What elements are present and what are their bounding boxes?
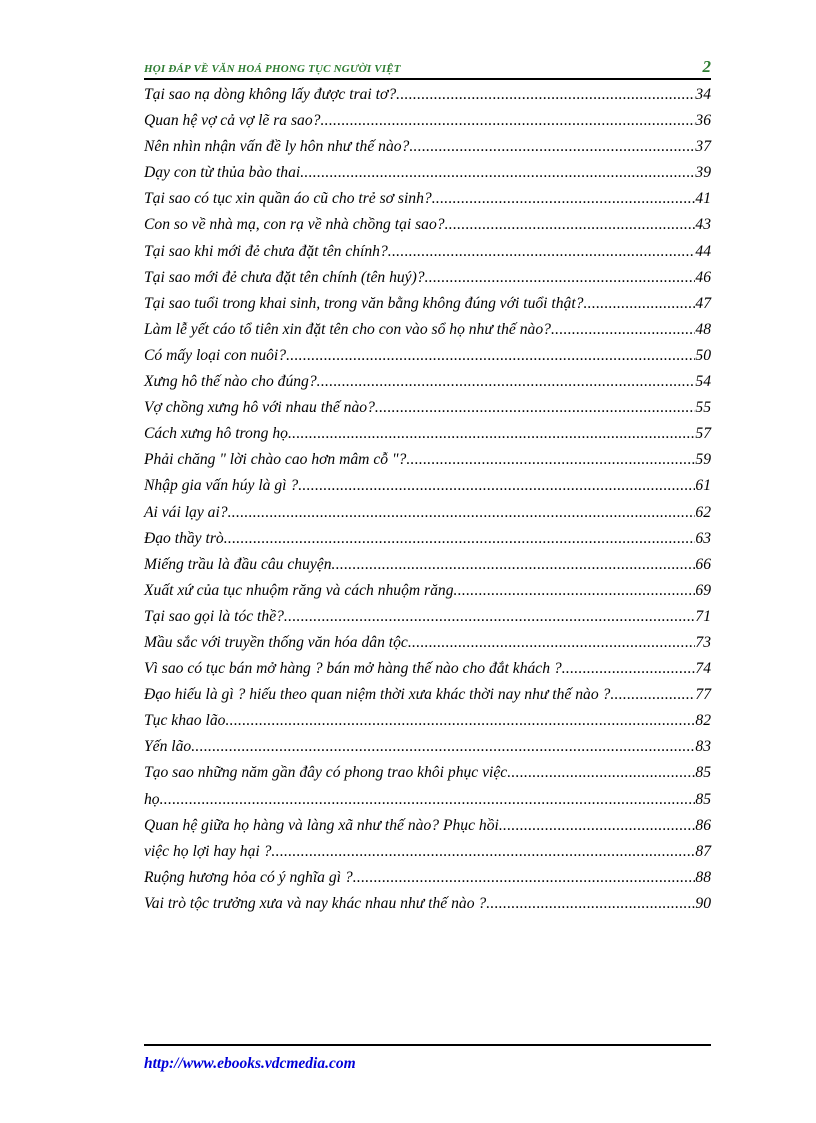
table-of-contents — [144, 82, 711, 917]
toc-entry-page: 83 — [695, 738, 711, 756]
toc-entry-page: 44 — [695, 242, 711, 260]
toc-entry[interactable] — [144, 656, 711, 682]
toc-entry-title: họ — [144, 790, 160, 808]
toc-dot-leader — [284, 604, 695, 630]
toc-entry[interactable] — [144, 212, 711, 238]
toc-entry[interactable] — [144, 343, 711, 369]
toc-entry-page: 62 — [695, 503, 711, 521]
toc-entry[interactable] — [144, 239, 711, 265]
toc-entry[interactable] — [144, 186, 711, 212]
toc-dot-leader — [486, 891, 695, 917]
toc-dot-leader — [224, 526, 696, 552]
toc-entry-title: Tại sao khi mới đẻ chưa đặt tên chính? — [144, 242, 388, 260]
toc-entry[interactable] — [144, 291, 711, 317]
page-header — [144, 56, 711, 80]
toc-dot-leader — [408, 630, 696, 656]
toc-dot-leader — [228, 500, 696, 526]
toc-entry-page: 61 — [695, 477, 711, 495]
toc-entry[interactable] — [144, 787, 711, 813]
toc-entry-title: Vợ chồng xưng hô với nhau thế nào? — [144, 399, 375, 417]
toc-entry-page: 86 — [695, 816, 711, 834]
toc-entry-page: 34 — [695, 86, 711, 103]
toc-entry-page: 47 — [695, 294, 711, 312]
toc-entry-page: 90 — [695, 894, 711, 912]
toc-entry-title: Có mấy loại con nuôi? — [144, 346, 287, 364]
toc-entry-title: Phải chăng " lời chào cao hơn mâm cỗ "? — [144, 451, 407, 469]
toc-dot-leader — [271, 839, 695, 865]
toc-entry[interactable] — [144, 421, 711, 447]
toc-entry[interactable] — [144, 473, 711, 499]
toc-dot-leader — [409, 134, 695, 160]
toc-entry[interactable] — [144, 708, 711, 734]
toc-entry[interactable] — [144, 552, 711, 578]
toc-entry-title: Tại sao tuổi trong khai sinh, trong văn bằng không đúng với tuổi thật? — [144, 294, 584, 312]
toc-entry-page: 55 — [695, 399, 711, 417]
toc-entry-title: Xuất xứ của tục nhuộm răng và cách nhuộm răng — [144, 581, 454, 599]
toc-entry-page: 59 — [695, 451, 711, 469]
toc-entry[interactable] — [144, 82, 711, 108]
toc-entry-title: việc họ lợi hay hại ? — [144, 842, 272, 860]
toc-dot-leader — [396, 82, 695, 108]
toc-entry-page: 71 — [695, 607, 711, 625]
toc-dot-leader — [191, 734, 695, 760]
toc-entry-page: 54 — [695, 373, 711, 391]
page-footer — [144, 1044, 711, 1072]
toc-entry[interactable] — [144, 526, 711, 552]
toc-entry-title: Mầu sắc với truyền thống văn hóa dân tộc — [144, 633, 408, 651]
toc-entry[interactable] — [144, 447, 711, 473]
toc-entry-page: 36 — [695, 112, 711, 130]
toc-entry-title: Ai vái lạy ai? — [144, 503, 228, 521]
toc-entry[interactable] — [144, 578, 711, 604]
toc-dot-leader — [298, 473, 695, 499]
toc-entry-title: Yến lão — [144, 738, 192, 756]
toc-entry-title: Nên nhìn nhận vấn đề ly hôn như thế nào? — [144, 138, 410, 156]
toc-entry-page: 87 — [695, 842, 711, 860]
toc-entry[interactable] — [144, 500, 711, 526]
toc-entry-title: Tục khao lão — [144, 712, 226, 730]
toc-dot-leader — [445, 212, 696, 238]
toc-entry-page: 63 — [695, 529, 711, 547]
toc-entry-title: Quan hệ vợ cả vợ lẽ ra sao? — [144, 112, 321, 130]
toc-entry[interactable] — [144, 395, 711, 421]
toc-dot-leader — [432, 186, 696, 212]
toc-dot-leader — [610, 682, 695, 708]
toc-entry-title: Làm lễ yết cáo tổ tiên xin đặt tên cho con vào sổ họ như thế nào? — [144, 320, 551, 338]
toc-entry-title: Đạo thầy trò — [144, 529, 224, 547]
toc-entry[interactable] — [144, 865, 711, 891]
toc-entry[interactable] — [144, 108, 711, 134]
toc-entry-page: 37 — [695, 138, 711, 156]
toc-entry-title: Tại sao gọi là tóc thề? — [144, 607, 284, 625]
toc-dot-leader — [332, 552, 696, 578]
toc-dot-leader — [160, 787, 696, 813]
toc-entry-title: Tạo sao những năm gần đây có phong trao khôi phục việc — [144, 764, 508, 782]
toc-entry[interactable] — [144, 682, 711, 708]
toc-dot-leader — [375, 395, 696, 421]
toc-dot-leader — [388, 239, 696, 265]
toc-dot-leader — [499, 813, 696, 839]
toc-dot-leader — [300, 160, 695, 186]
toc-entry-page: 48 — [695, 320, 711, 338]
toc-dot-leader — [507, 760, 695, 786]
toc-entry[interactable] — [144, 760, 711, 786]
toc-entry[interactable] — [144, 317, 711, 343]
toc-dot-leader — [353, 865, 696, 891]
toc-dot-leader — [454, 578, 696, 604]
toc-entry-title: Ruộng hương hỏa có ý nghĩa gì ? — [144, 868, 353, 886]
toc-entry-page: 39 — [695, 164, 711, 182]
toc-dot-leader — [562, 656, 696, 682]
toc-entry-title: Miếng trầu là đầu câu chuyện — [144, 555, 332, 573]
toc-entry-title: Đạo hiếu là gì ? hiếu theo quan niệm thời xưa khác thời nay như thế nào ? — [144, 686, 611, 704]
toc-entry-title: Tại sao mới đẻ chưa đặt tên chính (tên huý)? — [144, 268, 425, 286]
toc-entry-title: Tại sao có tục xin quần áo cũ cho trẻ sơ sinh? — [144, 190, 432, 208]
toc-entry[interactable] — [144, 604, 711, 630]
toc-entry[interactable] — [144, 265, 711, 291]
toc-entry-page: 43 — [695, 216, 711, 234]
toc-entry-page: 74 — [695, 660, 711, 678]
toc-entry-page: 82 — [695, 712, 711, 730]
toc-entry-page: 41 — [695, 190, 711, 208]
toc-entry[interactable] — [144, 134, 711, 160]
footer-url-link[interactable]: http://www.ebooks.vdcmedia.com — [144, 1055, 356, 1072]
toc-entry-page: 66 — [695, 555, 711, 573]
toc-entry[interactable] — [144, 839, 711, 865]
toc-entry-page: 73 — [695, 633, 711, 651]
toc-dot-leader — [288, 421, 695, 447]
toc-entry-title: Tại sao nạ dòng không lấy được trai tơ? — [144, 86, 397, 103]
toc-entry[interactable] — [144, 891, 711, 917]
toc-entry-page: 57 — [695, 425, 711, 443]
toc-entry[interactable] — [144, 369, 711, 395]
toc-entry-title: Vì sao có tục bán mở hàng ? bán mở hàng thế nào cho đắt khách ? — [144, 660, 562, 678]
toc-entry-page: 88 — [695, 868, 711, 886]
toc-dot-leader — [425, 265, 696, 291]
header-page-number: 2 — [702, 57, 711, 76]
toc-entry-page: 69 — [695, 581, 711, 599]
toc-entry-page: 46 — [695, 268, 711, 286]
toc-dot-leader — [225, 708, 695, 734]
toc-entry-title: Quan hệ giữa họ hàng và làng xã như thế nào? Phục hồi — [144, 816, 499, 834]
toc-entry[interactable] — [144, 734, 711, 760]
toc-dot-leader — [320, 108, 695, 134]
toc-entry-title: Con so về nhà mạ, con rạ về nhà chồng tại sao? — [144, 216, 445, 234]
toc-dot-leader — [551, 317, 695, 343]
toc-dot-leader — [317, 369, 696, 395]
toc-entry-title: Cách xưng hô trong họ — [144, 425, 288, 443]
toc-entry-title: Nhập gia vấn húy là gì ? — [144, 477, 299, 495]
toc-dot-leader — [406, 447, 695, 473]
toc-entry[interactable] — [144, 813, 711, 839]
toc-entry-page: 85 — [695, 790, 711, 808]
toc-entry-title: Xưng hô thế nào cho đúng? — [144, 373, 317, 391]
toc-entry-page: 50 — [695, 346, 711, 364]
toc-entry-page: 77 — [695, 686, 711, 704]
header-title: HỌI ĐÁP VỀ VĂN HOÁ PHONG TỤC NGƯỜI VIỆT — [144, 63, 401, 75]
toc-entry-title: Vai trò tộc trưởng xưa và nay khác nhau như thế nào ? — [144, 894, 487, 912]
toc-entry[interactable] — [144, 630, 711, 656]
toc-dot-leader — [286, 343, 695, 369]
toc-entry-page: 85 — [695, 764, 711, 782]
toc-dot-leader — [583, 291, 695, 317]
toc-entry-title: Dạy con từ thủa bào thai — [144, 164, 301, 182]
toc-entry[interactable] — [144, 160, 711, 186]
